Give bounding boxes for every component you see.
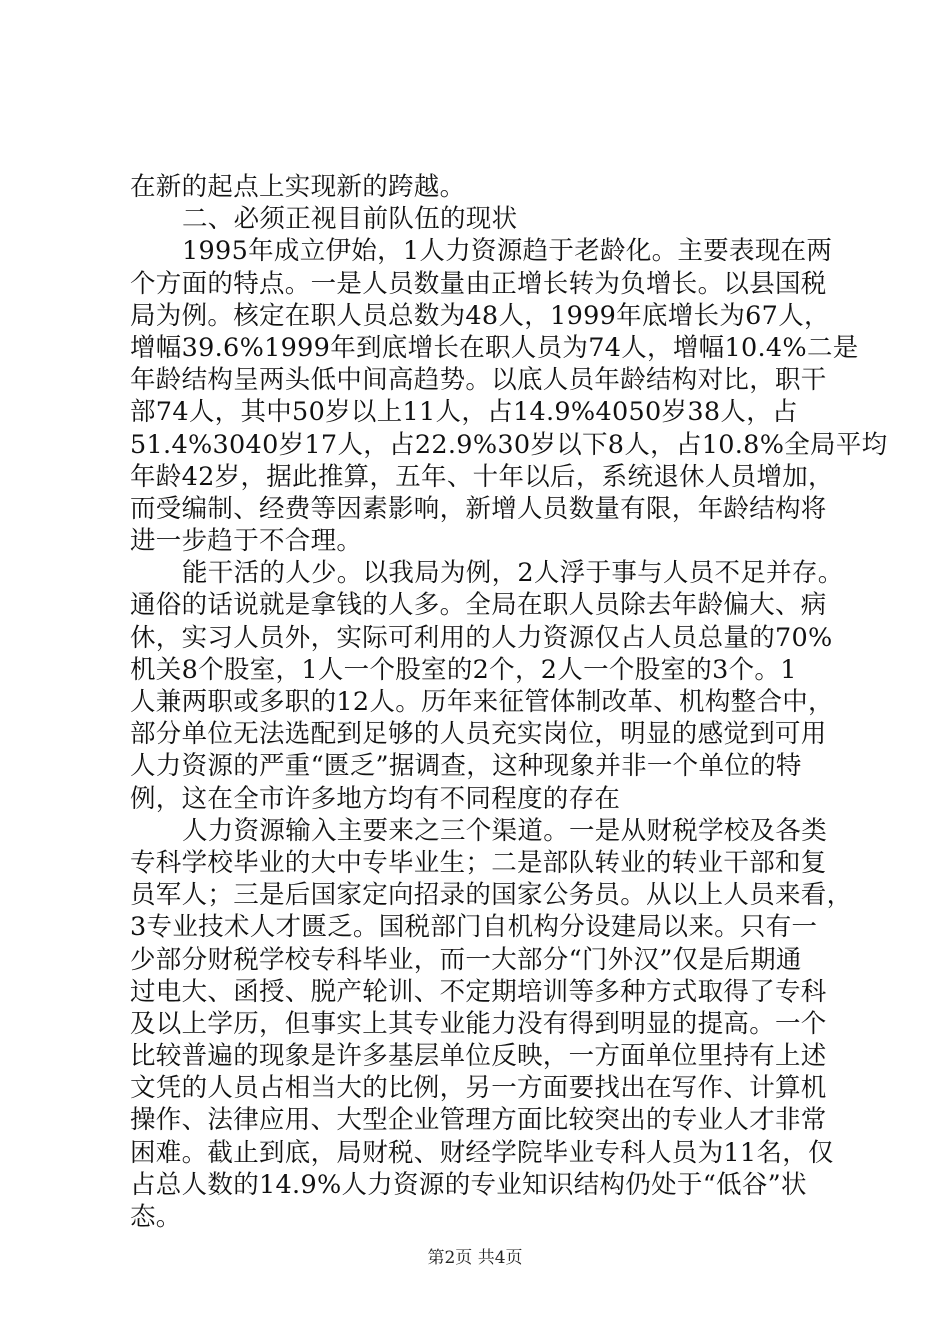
page-footer: 第2页 共4页	[427, 1248, 523, 1268]
text-line: 专科学校毕业的大中专毕业生；二是部队转业的转业干部和复	[130, 847, 827, 878]
document-body	[130, 171, 888, 1233]
text-line: 困难。截止到底，局财税、财经学院毕业专科人员为11名，仅	[130, 1137, 834, 1168]
text-line: 3专业技术人才匮乏。国税部门自机构分设建局以来。只有一	[130, 912, 818, 943]
text-line: 例，这在全市许多地方均有不同程度的存在	[130, 783, 621, 814]
text-line: 比较普遍的现象是许多基层单位反映，一方面单位里持有上述	[130, 1041, 827, 1072]
text-line: 人兼两职或多职的12人。历年来征管体制改革、机构整合中，	[130, 687, 834, 717]
text-line: 51.4%3040岁17人，占22.9%30岁以下8人，占10.8%全局平均	[130, 429, 888, 460]
text-line: 少部分财税学校专科毕业，而一大部分“门外汉”仅是后期通	[130, 944, 802, 975]
text-line: 1995年成立伊始，1人力资源趋于老龄化。主要表现在两	[182, 236, 833, 267]
text-line: 个方面的特点。一是人员数量由正增长转为负增长。以县国税	[130, 268, 827, 299]
text-line: 操作、法律应用、大型企业管理方面比较突出的专业人才非常	[130, 1105, 827, 1136]
text-line: 年龄42岁，据此推算，五年、十年以后，系统退休人员增加，	[130, 461, 834, 492]
text-line: 及以上学历，但事实上其专业能力没有得到明显的提高。一个	[130, 1008, 827, 1039]
text-line: 部74人，其中50岁以上11人，占14.9%4050岁38人，占	[130, 397, 798, 428]
text-line: 二、必须正视目前队伍的现状	[182, 204, 518, 235]
text-line: 休，实习人员外，实际可利用的人力资源仅占人员总量的70%	[130, 622, 833, 653]
text-line: 年龄结构呈两头低中间高趋势。以底人员年龄结构对比，职干	[130, 365, 827, 396]
text-line: 占总人数的14.9%人力资源的专业知识结构仍处于“低谷”状	[130, 1169, 807, 1200]
text-line: 过电大、函授、脱产轮训、不定期培训等多种方式取得了专科	[130, 976, 827, 1007]
text-line: 能干活的人少。以我局为例，2人浮于事与人员不足并存。	[182, 558, 844, 589]
text-line: 局为例。核定在职人员总数为48人，1999年底增长为67人，	[130, 300, 830, 331]
text-line: 而受编制、经费等因素影响，新增人员数量有限，年龄结构将	[130, 493, 827, 524]
text-line: 员军人；三是后国家定向招录的国家公务员。从以上人员来看，	[130, 880, 853, 911]
text-line: 部分单位无法选配到足够的人员充实岗位，明显的感觉到可用	[130, 719, 827, 750]
text-line: 通俗的话说就是拿钱的人多。全局在职人员除去年龄偏大、病	[130, 590, 827, 621]
text-line: 态。	[130, 1202, 182, 1232]
text-line: 人力资源的严重“匮乏”据调查，这种现象并非一个单位的特	[130, 751, 802, 782]
text-line: 机关8个股室，1人一个股室的2个，2人一个股室的3个。1	[130, 654, 797, 685]
text-line: 人力资源输入主要来之三个渠道。一是从财税学校及各类	[182, 815, 828, 846]
text-line: 进一步趋于不合理。	[130, 526, 363, 557]
text-line: 增幅39.6%1999年到底增长在职人员为74人，增幅10.4%二是	[130, 332, 859, 363]
text-line: 文凭的人员占相当大的比例，另一方面要找出在写作、计算机	[130, 1073, 827, 1104]
text-line: 在新的起点上实现新的跨越。	[130, 172, 466, 202]
